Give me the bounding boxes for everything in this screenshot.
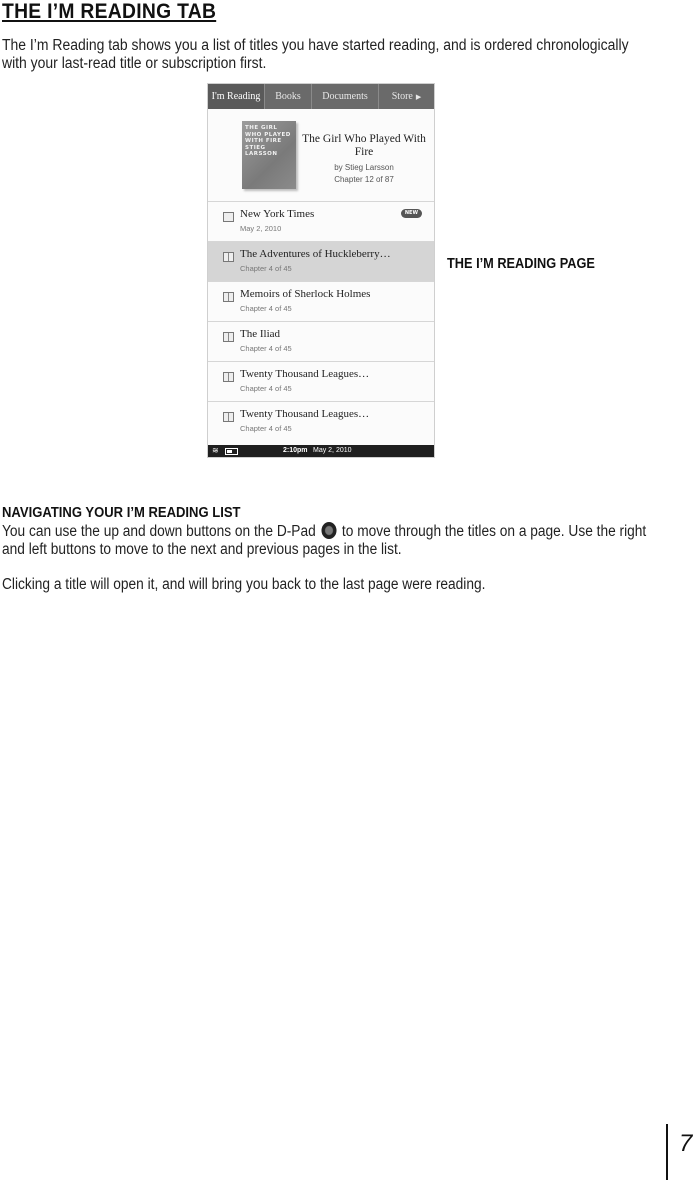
intro-paragraph: The I’m Reading tab shows you a list of titles you have started reading, and is ordered chronologically with your last-read title or subscription first.	[2, 37, 629, 72]
new-badge: NEW	[401, 209, 422, 218]
tab-im-reading[interactable]	[208, 84, 265, 109]
device-screenshot	[207, 83, 435, 458]
book-icon	[223, 412, 234, 422]
wifi-icon: ≋	[212, 446, 219, 455]
featured-book-title: The Girl Who Played With Fire	[302, 133, 426, 158]
tab-label: Documents	[322, 91, 368, 102]
list-item[interactable]	[208, 281, 434, 321]
paragraph-text: to move through the titles on a page. Use the right and left buttons to move to the next and previous pages in the list.	[2, 523, 647, 558]
paragraph-text: You can use the up and down buttons on the D-Pad	[2, 523, 316, 540]
list-item[interactable]	[208, 361, 434, 401]
list-item-title: Memoirs of Sherlock Holmes	[240, 288, 371, 300]
list-item-title: The Adventures of Huckleberry…	[240, 248, 391, 260]
list-item-subtitle: Chapter 4 of 45	[240, 264, 292, 273]
clicking-paragraph: Clicking a title will open it, and will bring you back to the last page were reading.	[2, 576, 486, 593]
book-icon	[223, 372, 234, 382]
page-number: 7	[679, 1130, 693, 1157]
book-icon	[223, 332, 234, 342]
arrow-right-icon: ▶	[415, 93, 422, 101]
book-icon	[223, 292, 234, 302]
list-item[interactable]	[208, 401, 434, 441]
featured-book-author: by Stieg Larsson	[334, 163, 394, 172]
page-number-divider	[666, 1124, 668, 1180]
tab-bar	[208, 84, 434, 109]
list-item[interactable]	[208, 201, 434, 241]
list-item-title: New York Times	[240, 208, 315, 220]
status-time: 2:10pm	[283, 447, 308, 454]
tab-label: I'm Reading	[211, 91, 261, 102]
book-cover	[242, 121, 296, 189]
page-title: THE I’M READING TAB	[2, 0, 217, 23]
featured-title[interactable]	[208, 109, 434, 189]
status-date: May 2, 2010	[313, 447, 352, 454]
list-item-title: The Iliad	[240, 328, 281, 340]
list-item-subtitle: Chapter 4 of 45	[240, 304, 292, 313]
reading-list	[208, 201, 434, 441]
list-item-title: Twenty Thousand Leagues…	[240, 368, 370, 380]
tab-store[interactable]	[379, 84, 434, 109]
tab-books[interactable]	[265, 84, 312, 109]
tab-label: Store	[391, 91, 413, 102]
list-item-subtitle: Chapter 4 of 45	[240, 424, 292, 433]
list-item-title: Twenty Thousand Leagues…	[240, 408, 370, 420]
dpad-icon	[321, 522, 336, 539]
status-bar	[208, 445, 434, 457]
list-item-subtitle: Chapter 4 of 45	[240, 384, 292, 393]
tab-label: Books	[275, 91, 301, 102]
list-item[interactable]	[208, 321, 434, 361]
tab-documents[interactable]	[312, 84, 379, 109]
list-item-subtitle: Chapter 4 of 45	[240, 344, 292, 353]
navigation-paragraph	[2, 522, 648, 559]
featured-book-chapter: Chapter 12 of 87	[334, 175, 394, 184]
newspaper-icon	[223, 212, 234, 222]
cover-text: THE GIRL WHO PLAYED WITH FIRE STIEG LARSSON	[245, 125, 291, 157]
section-heading: NAVIGATING YOUR I’M READING LIST	[2, 505, 241, 521]
list-item[interactable]	[208, 241, 434, 281]
list-item-subtitle: May 2, 2010	[240, 224, 282, 233]
book-icon	[223, 252, 234, 262]
battery-icon	[225, 448, 238, 455]
figure-caption: THE I’M READING PAGE	[447, 256, 595, 272]
